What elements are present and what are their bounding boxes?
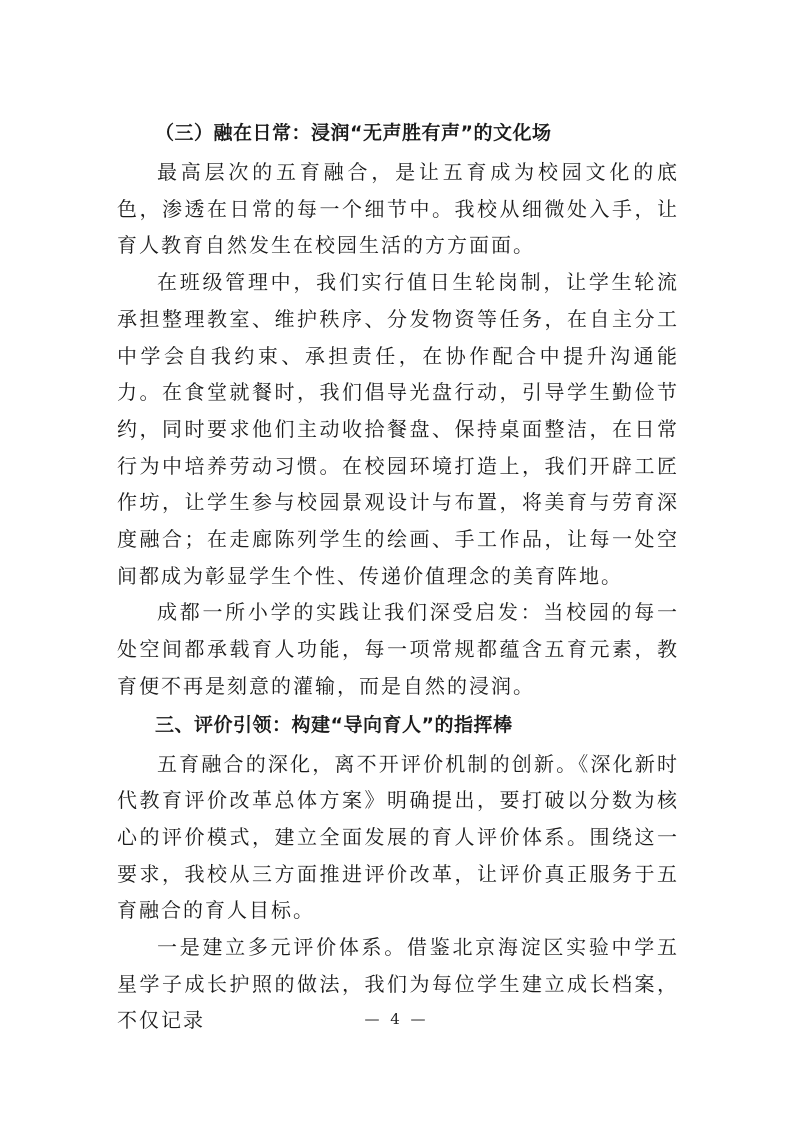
paragraph: 最高层次的五育融合，是让五育成为校园文化的底色，渗透在日常的每一个细节中。我校从细微处入手，让育人教育自然发生在校园生活的方方面面。 [117, 160, 679, 258]
section-heading-evaluation: 三、评价引领：构建“导向育人”的指挥棒 [155, 713, 513, 736]
page-number: — 4 — [364, 1010, 429, 1028]
paragraph: 一是建立多元评价体系。借鉴北京海淀区实验中学五星学子成长护照的做法，我们为每位学生建立成长档案，不仅记录 [117, 935, 679, 1033]
paragraph: 在班级管理中，我们实行值日生轮岗制，让学生轮流承担整理教室、维护秩序、分发物资等任务，在自主分工中学会自我约束、承担责任，在协作配合中提升沟通能力。在食堂就餐时，我们倡导光盘行动，引导学生勤俭节约，同时要求他们主动收拾餐盘、保持桌面整洁，在日常行为中培养劳动习惯。在校园环境打造上，我们开辟工匠作坊，让学生参与校园景观设计与布置，将美育与劳育深度融合；在走廊陈列学生的绘画、手工作品，让每一处空间都成为彰显学生个性、传递价值理念的美育阵地。 [117, 270, 679, 588]
document-body [117, 113, 679, 1039]
paragraph: 五育融合的深化，离不开评价机制的创新。《深化新时代教育评价改革总体方案》明确提出，要打破以分数为核心的评价模式，建立全面发展的育人评价体系。围绕这一要求，我校从三方面推进评价改革，让评价真正服务于五育融合的育人目标。 [117, 751, 679, 923]
paragraph: 成都一所小学的实践让我们深受启发：当校园的每一处空间都承载育人功能，每一项常规都蕴含五育元素，教育便不再是刻意的灌输，而是自然的浸润。 [117, 600, 679, 698]
section-heading-culture: （三）融在日常：浸润“无声胜有声”的文化场 [155, 122, 552, 144]
